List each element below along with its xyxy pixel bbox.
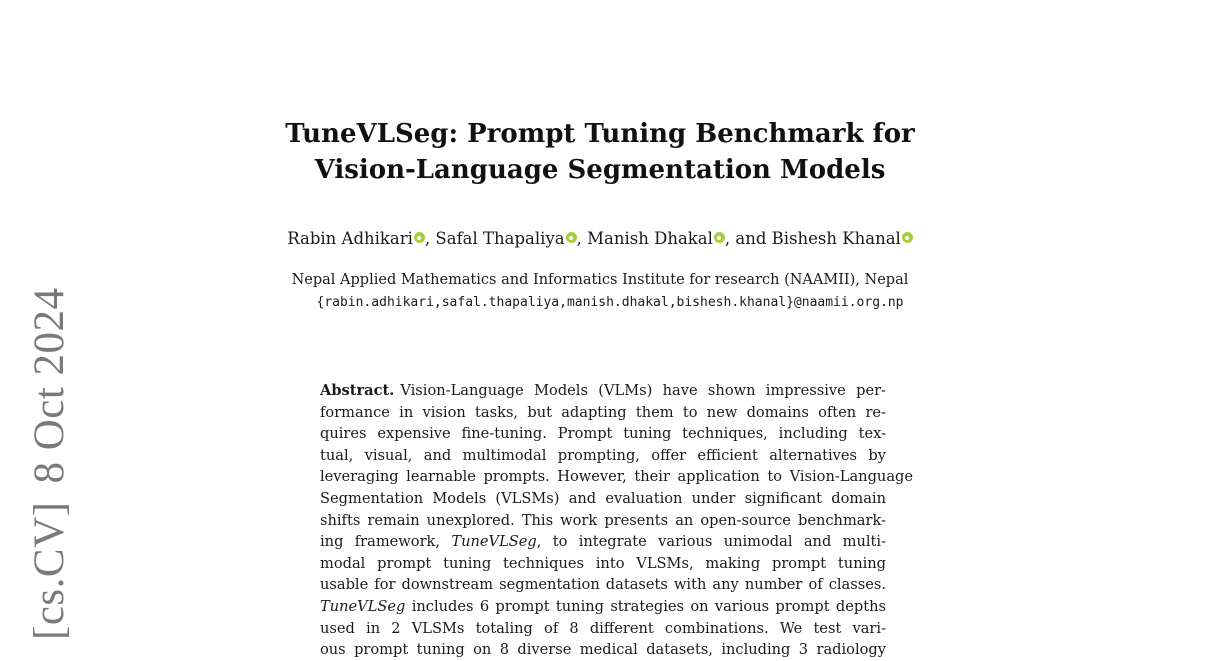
title-line-2: Vision-Language Segmentation Models <box>314 155 886 185</box>
abstract-line: usable for downstream segmentation datasets with any number of classes. <box>320 576 886 594</box>
author <box>772 229 913 248</box>
orcid-icon[interactable] <box>414 232 425 243</box>
author-name: Safal Thapaliya <box>435 229 565 248</box>
abstract-label: Abstract. <box>320 382 395 399</box>
abstract-line: used in 2 VLSMs totaling of 8 different combinations. We test vari- <box>320 619 886 637</box>
abstract-line: modal prompt tuning techniques into VLSMs, making prompt tuning <box>320 554 886 572</box>
orcid-icon[interactable] <box>902 232 913 243</box>
affiliation: Nepal Applied Mathematics and Informatics Institute for research (NAAMII), Nepal <box>291 272 909 288</box>
paper-title <box>0 116 1200 188</box>
abstract-line: quires expensive fine-tuning. Prompt tuning techniques, including tex- <box>320 425 886 443</box>
abstract-line: tual, visual, and multimodal prompting, offer efficient alternatives by <box>320 446 886 464</box>
title-line-1: TuneVLSeg: Prompt Tuning Benchmark for <box>285 119 915 149</box>
abstract-line: ing framework, TuneVLSeg, to integrate various unimodal and multi- <box>320 533 886 551</box>
author-name: Rabin Adhikari <box>287 229 413 248</box>
abstract-line: formance in vision tasks, but adapting them to new domains often re- <box>320 403 886 421</box>
abstract-line: leveraging learnable prompts. However, their application to Vision-Language <box>320 468 913 486</box>
author <box>435 229 576 248</box>
abstract-line: shifts remain unexplored. This work presents an open-source benchmark- <box>320 511 886 529</box>
abstract-line: ous prompt tuning on 8 diverse medical datasets, including 3 radiology <box>320 641 886 659</box>
author-list <box>0 229 1200 248</box>
framework-name: TuneVLSeg <box>320 597 406 615</box>
author <box>287 229 425 248</box>
author <box>587 229 725 248</box>
abstract-line: Segmentation Models (VLSMs) and evaluation under significant domain <box>320 489 886 507</box>
author-name: Manish Dhakal <box>587 229 713 248</box>
abstract-line: Abstract. Vision-Language Models (VLMs) have shown impressive per- <box>320 382 886 399</box>
abstract <box>320 380 913 661</box>
author-separator: , <box>424 229 436 248</box>
abstract-line: TuneVLSeg includes 6 prompt tuning strategies on various prompt depths <box>320 597 886 615</box>
author-separator: , and <box>724 229 772 248</box>
framework-name: TuneVLSeg <box>451 533 537 551</box>
arxiv-category: [cs.CV] <box>26 501 73 640</box>
author-separator: , <box>576 229 588 248</box>
author-emails[interactable]: {rabin.adhikari,safal.thapaliya,manish.dhakal,bishesh.khanal}@naamii.org.np <box>316 295 904 310</box>
orcid-icon[interactable] <box>566 232 577 243</box>
arxiv-stamp <box>28 287 71 640</box>
arxiv-date: 8 Oct 2024 <box>26 287 73 484</box>
orcid-icon[interactable] <box>714 232 725 243</box>
author-name: Bishesh Khanal <box>771 229 901 248</box>
